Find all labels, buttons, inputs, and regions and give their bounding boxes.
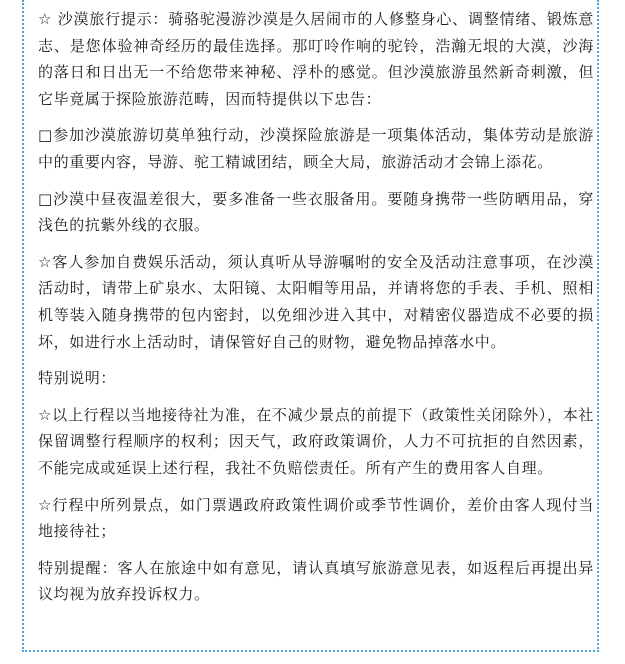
ticket-price-change-paragraph: ☆行程中所列景点，如门票遇政府政策性调价或季节性调价，差价由客人现付当地接待社； [38, 495, 594, 541]
group-activity-paragraph: □参加沙漠旅游切莫单独行动，沙漠探险旅游是一项集体活动，集体劳动是旅游中的重要内容，导游、驼工精诚团结，顾全大局，旅游活动才会锦上添花。 [38, 126, 594, 171]
self-paid-activities-paragraph: ☆客人参加自费娱乐活动，须认真听从导游嘱咐的安全及活动注意事项，在沙漠活动时，请带上矿泉水、太阳镜、太阳帽等用品，并请将您的手表、手机、照相机等装入随身携带的包内密封，以免细沙进入其中，对精密仪器造成不必要的损坏，如进行水上活动时，请保管好自己的财物，避免物品掉落水中。 [38, 252, 594, 351]
itinerary-adjustment-paragraph: ☆以上行程以当地接待社为准，在不减少景点的前提下（政策性关闭除外），本社保留调整行程顺序的权利；因天气，政府政策调价，人力不可抗拒的自然因素，不能完成或延误上述行程，我社不负赔偿责任。所有产生的费用客人自理。 [38, 405, 594, 477]
temperature-clothing-paragraph: □沙漠中昼夜温差很大，要多准备一些衣服备用。要随身携带一些防晒用品，穿浅色的抗紫外线的衣服。 [38, 189, 594, 235]
travel-notice-content [38, 6, 594, 608]
special-reminder-paragraph: 特别提醒：客人在旅途中如有意见，请认真填写旅游意见表，如返程后再提出异议均视为放弃投诉权力。 [38, 558, 594, 604]
special-notes-heading: 特别说明： [38, 369, 117, 388]
desert-travel-tips-paragraph: ☆ 沙漠旅行提示：骑骆驼漫游沙漠是久居闹市的人修整身心、调整情绪、锻炼意志、是您体验神奇经历的最佳选择。那叮呤作响的驼铃，浩瀚无垠的大漠，沙海的落日和日出无一不给您带来神秘、浮朴的感觉。但沙漠旅游虽然新奇刺激，但它毕竟属于探险旅游范畴，因而特提供以下忠告： [38, 10, 594, 108]
